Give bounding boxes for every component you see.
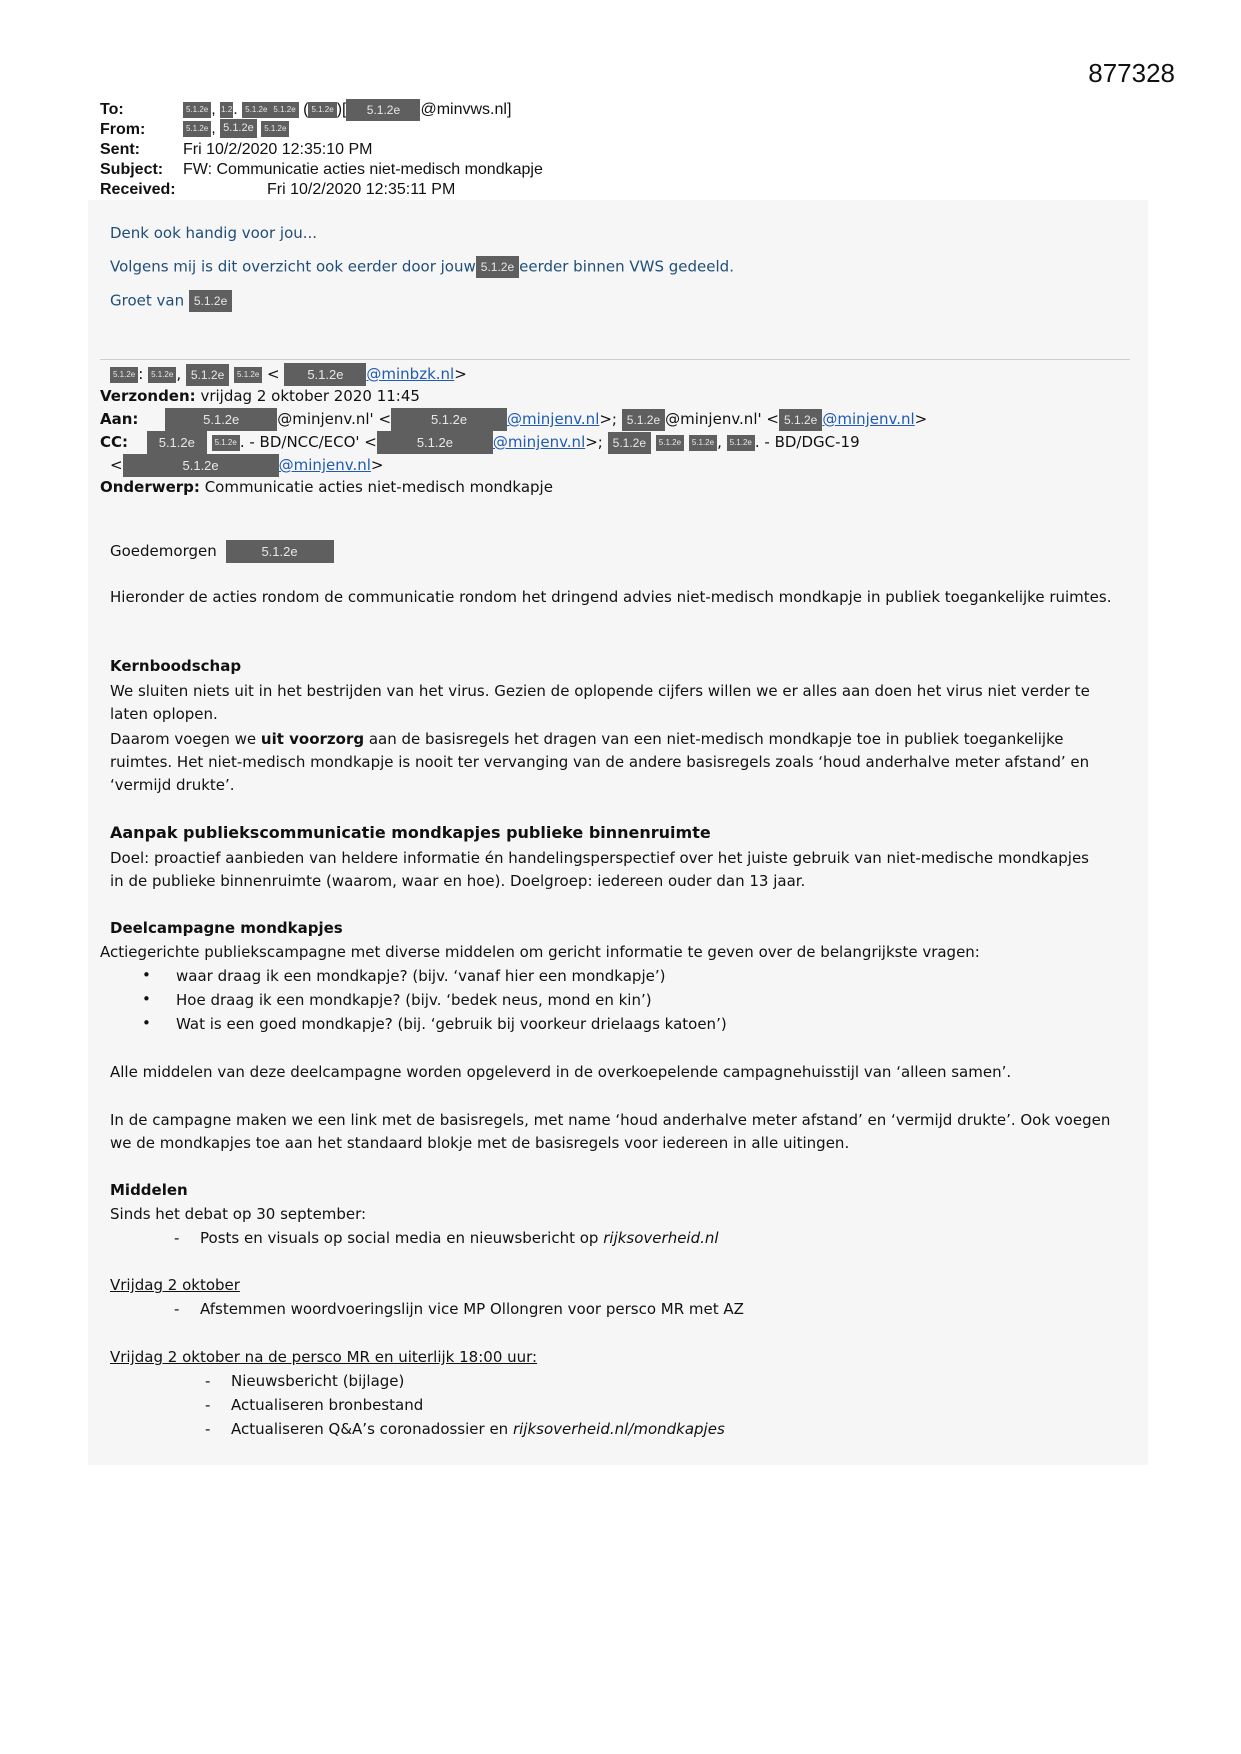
redaction: 5.1.2e (476, 256, 519, 278)
email-link[interactable]: @minjenv.nl (278, 456, 371, 474)
forward-cc-cont: < 5.1.2e @minjenv.nl> (110, 454, 384, 477)
redaction: 5.1.2e (308, 102, 336, 118)
sent-value: Fri 10/2/2020 12:35:10 PM (183, 141, 373, 158)
alle-middelen-paragraph: Alle middelen van deze deelcampagne worden opgeleverd in de overkoepelende campagnehuisstijl van ‘alleen samen’. (110, 1063, 1012, 1081)
deelcampagne-heading: Deelcampagne mondkapjes (110, 919, 343, 937)
redaction: 5.1.2e (284, 363, 366, 386)
bullet: • (142, 966, 151, 984)
vrijdag-persco-heading: Vrijdag 2 oktober na de persco MR en uiterlijk 18:00 uur: (110, 1348, 538, 1366)
list-item: Wat is een goed mondkapje? (bij. ‘gebruik bij voorkeur drielaags katoen’) (176, 1015, 727, 1033)
redaction: 5.1.2e (220, 119, 257, 138)
sinds-line: Sinds het debat op 30 september: (110, 1205, 367, 1223)
list-item: Hoe draag ik een mondkapje? (bijv. ‘bedek neus, mond en kin’) (176, 991, 652, 1009)
email-link[interactable]: @minjenv.nl (507, 410, 600, 428)
sent-label: Sent: (100, 141, 140, 158)
redaction: 5.1.2e (242, 102, 270, 118)
kernboodschap-heading: Kernboodschap (110, 657, 242, 675)
email-link[interactable]: @minjenv.nl (822, 410, 915, 428)
redaction: 5.1.2e (377, 431, 493, 454)
dash: - (174, 1300, 180, 1318)
intro-line-3: Groet van 5.1.2e (110, 290, 232, 312)
redaction: 5.1.2e (727, 435, 755, 451)
list-item: Actualiseren Q&A’s coronadossier en rijksoverheid.nl/mondkapjes (231, 1420, 725, 1438)
redaction: 5.1.2e (226, 540, 334, 563)
dash: - (205, 1396, 211, 1414)
redaction: 5.1.2e (186, 364, 229, 386)
redaction: 5.1.2e (123, 454, 279, 477)
from-label: From: (100, 121, 146, 138)
email-link[interactable]: @minbzk.nl (366, 365, 455, 383)
list-item: waar draag ik een mondkapje? (bijv. ‘vanaf hier een mondkapje’) (176, 967, 666, 985)
redaction: 5.1.2e (391, 408, 507, 431)
received-value: Fri 10/2/2020 12:35:11 PM (267, 181, 456, 198)
greeting: Goedemorgen 5.1.2e (110, 540, 334, 563)
aanpak-paragraph: Doel: proactief aanbieden van heldere informatie én handelingsperspectief over het juiste gebruik van niet-medische mondkapjes in de publieke binnenruimte (waarom, waar en hoe). Doelgroep: iedereen ouder dan 13 jaar. (110, 849, 1089, 890)
redaction: 5.1.2e (147, 431, 207, 454)
email-header (0, 0, 1241, 200)
list-item: Nieuwsbericht (bijlage) (231, 1372, 405, 1390)
redaction: 5.1.2e (779, 409, 822, 431)
redaction: 5.1.2e (110, 367, 138, 383)
kernboodschap-p2: Daarom voegen we uit voorzorg aan de basisregels het dragen van een niet-medisch mondkapje toe in publiek toegankelijke ruimtes. Het niet-medisch mondkapje is nooit ter vervanging van de andere basisregels zoals ‘houd anderhalve meter afstand’ en ‘vermijd drukte’. (110, 730, 1090, 794)
campagne-paragraph: In de campagne maken we een link met de basisregels, met name ‘houd anderhalve meter afstand’ en ‘vermijd drukte’. Ook voegen we de mondkapjes toe aan het standaard blokje met de basisregels voor iedereen in alle uitingen. (110, 1111, 1111, 1152)
list-item: Posts en visuals op social media en nieuwsbericht op rijksoverheid.nl (200, 1229, 719, 1247)
redaction: 5.1.2e (689, 435, 717, 451)
dash: - (205, 1372, 211, 1390)
middelen-heading: Middelen (110, 1181, 188, 1199)
separator-line (100, 359, 1130, 360)
forward-from: 5.1.2e : 5.1.2e , 5.1.2e 5.1.2e < 5.1.2e @minbzk.nl> (110, 363, 467, 386)
redaction: 5.1.2e (346, 99, 420, 121)
redaction: 5.1.2e (189, 290, 232, 312)
forward-onderwerp: Onderwerp: Communicatie acties niet-medisch mondkapje (100, 478, 553, 496)
to-domain: @minvws.nl] (420, 101, 512, 119)
intro-paragraph: Hieronder de acties rondom de communicatie rondom het dringend advies niet-medisch mondkapje in publiek toegankelijke ruimtes. (110, 588, 1112, 606)
to-label: To: (100, 101, 124, 118)
list-item: Afstemmen woordvoeringslijn vice MP Ollongren voor persco MR met AZ (200, 1300, 744, 1318)
aanpak-heading: Aanpak publiekscommunicatie mondkapjes publieke binnenruimte (110, 823, 711, 842)
dash: - (174, 1229, 180, 1247)
email-link[interactable]: @minjenv.nl (492, 433, 586, 451)
redaction: 5.1.2e (183, 121, 211, 137)
bullet: • (142, 1014, 151, 1032)
list-item: Actualiseren bronbestand (231, 1396, 424, 1414)
bullet: • (142, 990, 151, 1008)
document-number: 877328 (1088, 58, 1175, 88)
to-value: 5.1.2e , 1.2. 5.1.2e 5.1.2e ( 5.1.2e )[ 5.1.2e @minvws.nl] (183, 99, 511, 121)
subject-label: Subject: (100, 161, 164, 178)
kernboodschap-p1: We sluiten niets uit in het bestrijden van het virus. Gezien de oplopende cijfers willen we er alles aan doen het virus niet verder te laten oplopen. (110, 682, 1090, 723)
subject-value: FW: Communicatie acties niet-medisch mondkapje (183, 161, 543, 178)
received-label: Received: (100, 181, 176, 198)
deelcampagne-paragraph: Actiegerichte publiekscampagne met diverse middelen om gericht informatie te geven over de belangrijkste vragen: (100, 943, 980, 961)
redaction: 5.1.2e (270, 102, 298, 118)
forward-aan: Aan: 5.1.2e @minjenv.nl' < 5.1.2e @minjenv.nl>; 5.1.2e @minjenv.nl' < 5.1.2e @minjenv.nl> (100, 408, 927, 431)
redaction: 5.1.2e (183, 102, 211, 118)
vrijdag-heading: Vrijdag 2 oktober (110, 1276, 240, 1294)
redaction: 5.1.2e (656, 435, 684, 451)
redaction: 5.1.2e (148, 367, 176, 383)
redaction: 1.2 (220, 102, 233, 118)
dash: - (205, 1420, 211, 1438)
intro-line-1: Denk ook handig voor jou... (110, 224, 318, 242)
intro-line-2: Volgens mij is dit overzicht ook eerder door jouw 5.1.2e eerder binnen VWS gedeeld. (110, 256, 734, 278)
from-value: 5.1.2e , 5.1.2e 5.1.2e (183, 119, 289, 139)
redaction: 5.1.2e (212, 435, 240, 451)
redaction: 5.1.2e (622, 409, 665, 431)
forward-verzonden: Verzonden: vrijdag 2 oktober 2020 11:45 (100, 387, 420, 405)
redaction: 5.1.2e (608, 432, 651, 454)
redaction: 5.1.2e (165, 408, 277, 431)
redaction: 5.1.2e (261, 121, 289, 137)
redaction: 5.1.2e (234, 367, 262, 383)
forward-cc: CC: 5.1.2e 5.1.2e . - BD/NCC/ECO' < 5.1.2e @minjenv.nl>; 5.1.2e 5.1.2e 5.1.2e , 5.1.2e . - BD/DGC-19 (100, 431, 860, 454)
